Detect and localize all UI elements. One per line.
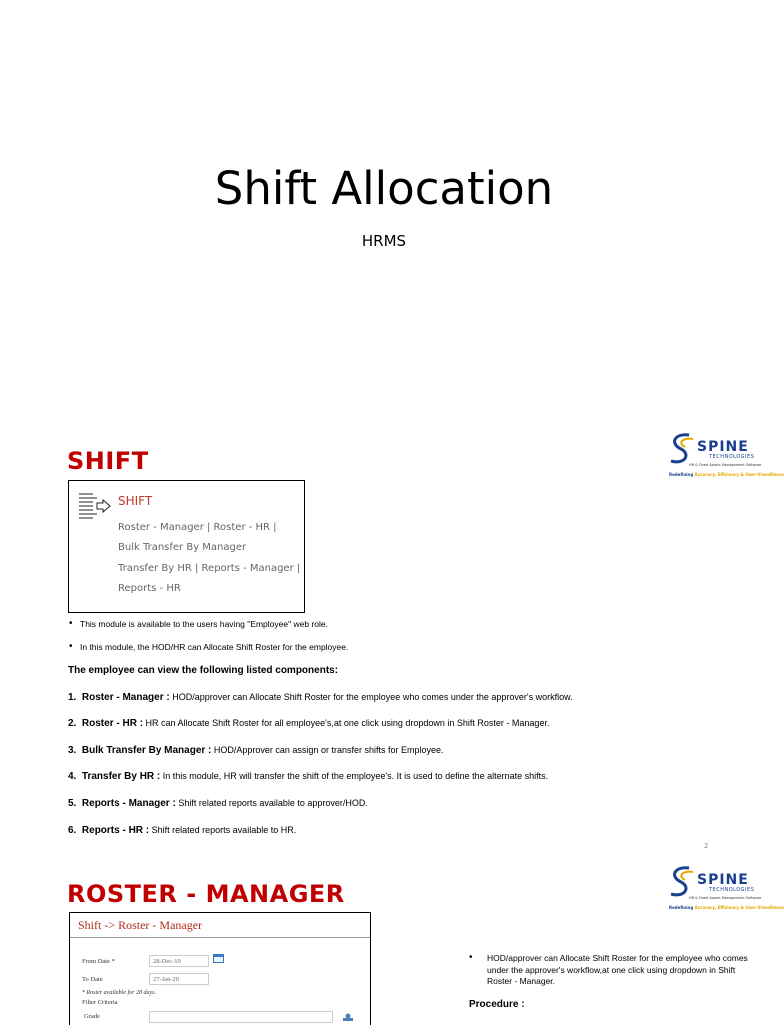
menu-list-icon (79, 492, 113, 520)
roster-manager-form-screenshot (69, 912, 371, 1025)
bullet-item: • HOD/approver can Allocate Shift Roster for the employee who comes under the approver's workflow,at one click using dropdown in Shift Roster - Manager. (469, 952, 748, 986)
menu-line: Transfer By HR | Reports - Manager | (118, 563, 301, 574)
page-number: 2 (704, 842, 709, 850)
grade-field[interactable] (149, 1011, 333, 1023)
slide-subtitle: HRMS (361, 232, 407, 250)
component-item: 4. Transfer By HR : In this module, HR will transfer the shift of the employee's. It is used to define the alternate shifts. (68, 771, 549, 782)
logo-tagline-2: Redefining Accuracy, Efficiency & User-friendliness (669, 472, 784, 477)
calendar-icon[interactable] (213, 954, 224, 963)
company-logo (667, 431, 784, 483)
logo-tagline-1: HR & Fixed Assets Management Software (689, 896, 762, 900)
menu-line: Reports - HR (118, 583, 181, 594)
logo-brand: SPINE (697, 872, 749, 888)
lookup-icon[interactable] (342, 1013, 354, 1021)
slide-title: Shift Allocation (214, 162, 554, 215)
from-date-label: From Date * (82, 958, 115, 965)
logo-tech: TECHNOLOGIES (709, 454, 755, 460)
procedure-heading: Procedure : (469, 999, 525, 1010)
form-title: Shift -> Roster - Manager (78, 918, 203, 932)
divider (70, 937, 370, 938)
menu-title: SHIFT (118, 494, 153, 508)
roster-note: * Roster available for 28 days. (82, 990, 156, 996)
grade-label: Grade (84, 1013, 100, 1020)
from-date-field[interactable]: 28-Dec-10 (149, 955, 209, 967)
company-logo (667, 864, 784, 916)
logo-tech: TECHNOLOGIES (709, 887, 755, 893)
component-item: 6. Reports - HR : Shift related reports available to HR. (68, 825, 297, 836)
menu-line: Roster - Manager | Roster - HR | (118, 522, 277, 533)
components-heading: The employee can view the following listed components: (68, 665, 339, 676)
logo-brand: SPINE (697, 439, 749, 455)
logo-tagline-1: HR & Fixed Assets Management Software (689, 463, 762, 467)
filter-criteria-label: Filter Criteria (82, 999, 118, 1006)
section-heading-roster-manager: ROSTER - MANAGER (67, 880, 345, 908)
to-date-field[interactable]: 27-Jan-20 (149, 973, 209, 985)
component-item: 2. Roster - HR : HR can Allocate Shift Roster for all employee's,at one click using dropdown in Shift Roster - Manager. (68, 718, 550, 729)
logo-tagline-2: Redefining Accuracy, Efficiency & User-friendliness (669, 905, 784, 910)
to-date-label: To Date (82, 976, 103, 983)
shift-menu-screenshot (68, 480, 305, 613)
component-item: 3. Bulk Transfer By Manager : HOD/Approver can assign or transfer shifts for Employee. (68, 745, 444, 756)
menu-line: Bulk Transfer By Manager (118, 542, 247, 553)
section-heading-shift: SHIFT (67, 447, 149, 475)
component-item: 5. Reports - Manager : Shift related reports available to approver/HOD. (68, 798, 368, 809)
component-item: 1. Roster - Manager : HOD/approver can Allocate Shift Roster for the employee who comes under the approver's workflow. (68, 692, 573, 703)
